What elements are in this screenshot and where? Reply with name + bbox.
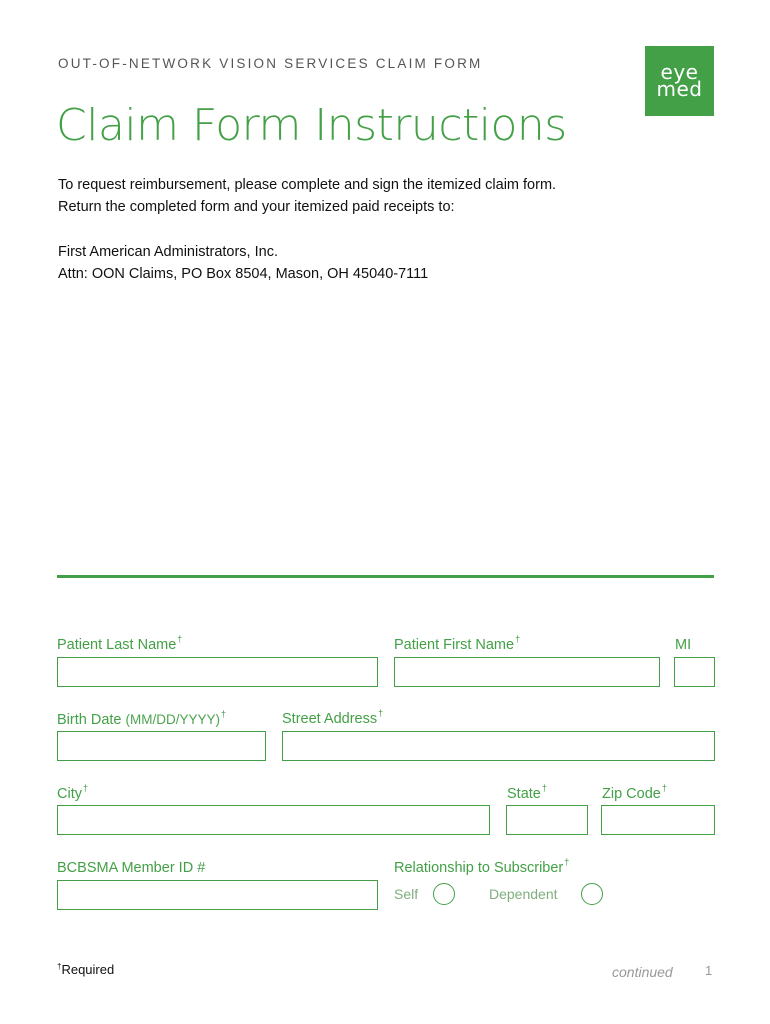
patient-last-name-field[interactable] <box>57 657 378 687</box>
member-id-field[interactable] <box>57 880 378 910</box>
label-text: Relationship to Subscriber <box>394 860 564 876</box>
label-text: City <box>57 786 82 802</box>
street-address-label <box>282 708 384 727</box>
patient-last-name-label <box>57 634 183 653</box>
relationship-label <box>394 857 570 876</box>
dependent-radio[interactable] <box>581 883 603 905</box>
required-mark: † <box>221 709 227 719</box>
self-radio[interactable] <box>433 883 455 905</box>
state-label <box>507 783 547 802</box>
instruction-line-1: To request reimbursement, please complete and sign the itemized claim form. <box>58 177 557 193</box>
address-line-1: First American Administrators, Inc. <box>58 244 278 260</box>
section-divider <box>57 575 714 578</box>
self-option-label: Self <box>394 886 419 902</box>
street-address-field[interactable] <box>282 731 715 761</box>
eyemed-logo <box>645 46 714 116</box>
logo-text-line2: med <box>656 77 703 101</box>
date-format-hint: (MM/DD/YYYY) <box>125 712 221 727</box>
dependent-option-label: Dependent <box>489 886 558 902</box>
patient-first-name-label <box>394 634 521 653</box>
label-text: Birth Date <box>57 712 122 728</box>
page-number: 1 <box>705 963 713 978</box>
label-text: Street Address <box>282 711 378 727</box>
required-mark: † <box>57 962 62 971</box>
required-mark: † <box>541 783 547 793</box>
address-line-2: Attn: OON Claims, PO Box 8504, Mason, OH 45040-7111 <box>58 266 429 282</box>
logo-text-line1: eye <box>660 60 699 84</box>
continued-text: continued <box>612 964 673 980</box>
label-text: Zip Code <box>602 786 661 802</box>
required-note-text: Required <box>61 962 115 977</box>
required-mark: † <box>82 783 88 793</box>
required-mark: † <box>661 783 667 793</box>
patient-first-name-field[interactable] <box>394 657 660 687</box>
city-field[interactable] <box>57 805 490 835</box>
mi-label: MI <box>675 637 692 653</box>
required-mark: † <box>177 634 183 644</box>
birth-date-field[interactable] <box>57 731 266 761</box>
state-field[interactable] <box>506 805 588 835</box>
required-mark: † <box>564 857 570 867</box>
page-title: Claim Form Instructions <box>56 100 567 151</box>
label-text: Patient First Name <box>394 637 515 653</box>
required-mark: † <box>515 634 521 644</box>
label-text: State <box>507 786 541 802</box>
required-mark: † <box>378 708 384 718</box>
zip-code-label <box>602 783 667 802</box>
mi-field[interactable] <box>674 657 715 687</box>
form-title: OUT-OF-NETWORK VISION SERVICES CLAIM FORM <box>58 56 483 71</box>
city-label <box>57 783 88 802</box>
birth-date-label <box>57 709 227 728</box>
zip-code-field[interactable] <box>601 805 715 835</box>
required-note <box>57 962 114 977</box>
member-id-label: BCBSMA Member ID # <box>57 860 206 876</box>
label-text: Patient Last Name <box>57 637 177 653</box>
instructions-text <box>58 174 556 218</box>
instruction-line-2: Return the completed form and your itemized paid receipts to: <box>58 199 455 215</box>
mailing-address <box>58 241 428 285</box>
